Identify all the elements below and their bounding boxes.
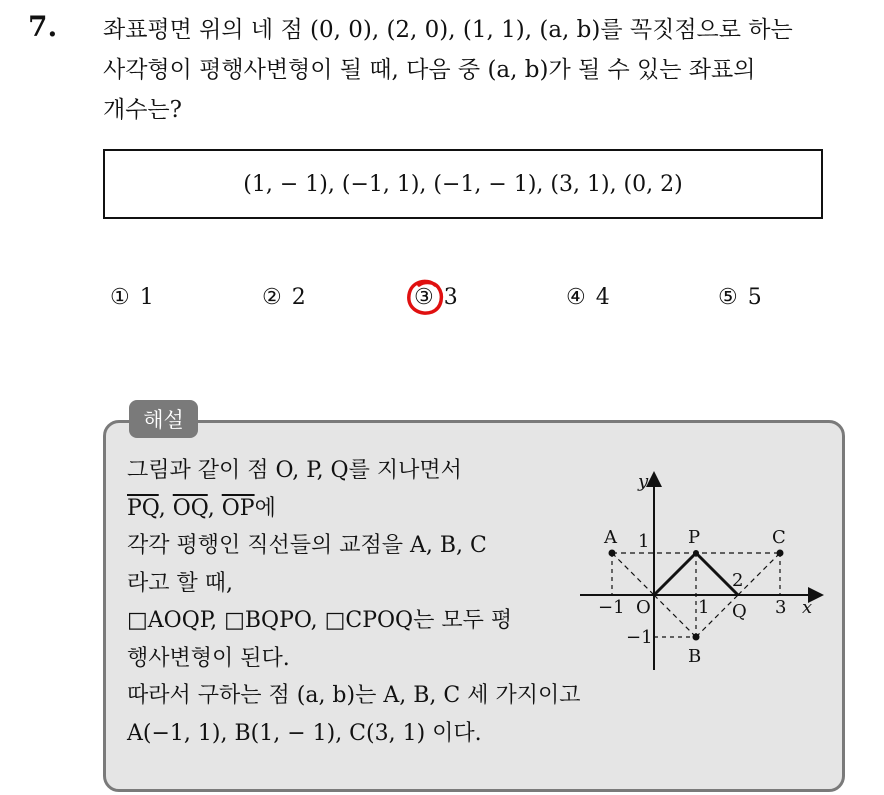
label-c: C [772, 527, 786, 548]
given-points-text: (1, − 1), (−1, 1), (−1, − 1), (3, 1), (0, 2) [243, 171, 683, 197]
solution-line-3: 각각 평행인 직선들의 교점을 A, B, C [127, 533, 487, 558]
solution-line-4: 라고 할 때, [127, 570, 233, 596]
choice-1-value: 1 [139, 285, 154, 310]
choice-5-value: 5 [747, 285, 762, 310]
question-number: 7. [28, 10, 58, 43]
segment-op-line [654, 553, 696, 595]
choice-4-mark: ④ [566, 285, 586, 310]
tick-x-neg1: −1 [598, 597, 625, 618]
solution-line-1: 그림과 같이 점 O, P, Q를 지나면서 [127, 458, 462, 483]
solution-line-5: □AOQP, □BQPO, □CPOQ는 모두 평 [127, 608, 513, 633]
solution-tag: 해설 [129, 400, 198, 438]
choice-1[interactable] [110, 285, 154, 310]
tick-y-neg1: −1 [626, 627, 653, 648]
segment-op: $\overline{OP}$ [221, 495, 255, 521]
point-b [693, 634, 700, 641]
choice-3-value: 3 [443, 285, 458, 310]
question-line-3: 개수는? [103, 97, 182, 123]
choice-2-value: 2 [291, 285, 306, 310]
tick-y-1: 1 [638, 531, 650, 552]
choice-4-value: 4 [595, 285, 610, 310]
tick-x-1: 1 [698, 597, 710, 618]
choice-2-mark: ② [262, 285, 282, 310]
point-a [609, 550, 616, 557]
answer-circle-annotation [405, 277, 445, 317]
label-x: x [802, 597, 813, 618]
choice-5[interactable] [718, 285, 762, 310]
question-text [103, 10, 873, 130]
tick-x-2: 2 [732, 570, 744, 591]
tick-x-3: 3 [775, 597, 787, 618]
dashed-ob [654, 595, 696, 637]
segment-sep-1: , [158, 495, 173, 521]
choice-5-mark: ⑤ [718, 285, 738, 310]
segment-sep-2: , [207, 495, 222, 521]
point-c [777, 550, 784, 557]
solution-line-6: 행사변형이 된다. [127, 645, 290, 671]
label-y: y [638, 471, 649, 492]
label-a: A [604, 527, 617, 548]
label-o: O [636, 597, 651, 618]
solution-line-8: A(−1, 1), B(1, − 1), C(3, 1) 이다. [127, 720, 482, 746]
label-q: Q [732, 601, 747, 622]
label-p: P [688, 527, 701, 548]
segment-pq: $\overline{PQ}$ [127, 495, 159, 521]
segment-tail: 에 [254, 495, 276, 521]
label-b: B [688, 646, 702, 667]
question-line-2: 사각형이 평행사변형이 될 때, 다음 중 (a, b)가 될 수 있는 좌표의 [103, 57, 756, 83]
choice-3-mark: ③ [414, 285, 434, 310]
choice-1-mark: ① [110, 285, 130, 310]
dashed-qc [738, 553, 780, 595]
given-points-box [103, 149, 823, 219]
choice-2[interactable] [262, 285, 306, 310]
coordinate-graph [580, 465, 830, 675]
point-p [693, 550, 699, 556]
choice-4[interactable] [566, 285, 610, 310]
solution-line-7: 따라서 구하는 점 (a, b)는 A, B, C 세 가지이고 [127, 683, 581, 708]
dashed-ao [612, 553, 654, 595]
segment-oq: $\overline{OQ}$ [172, 495, 208, 521]
question-line-1: 좌표평면 위의 네 점 (0, 0), (2, 0), (1, 1), (a, b)를 꼭짓점으로 하는 [103, 17, 793, 43]
